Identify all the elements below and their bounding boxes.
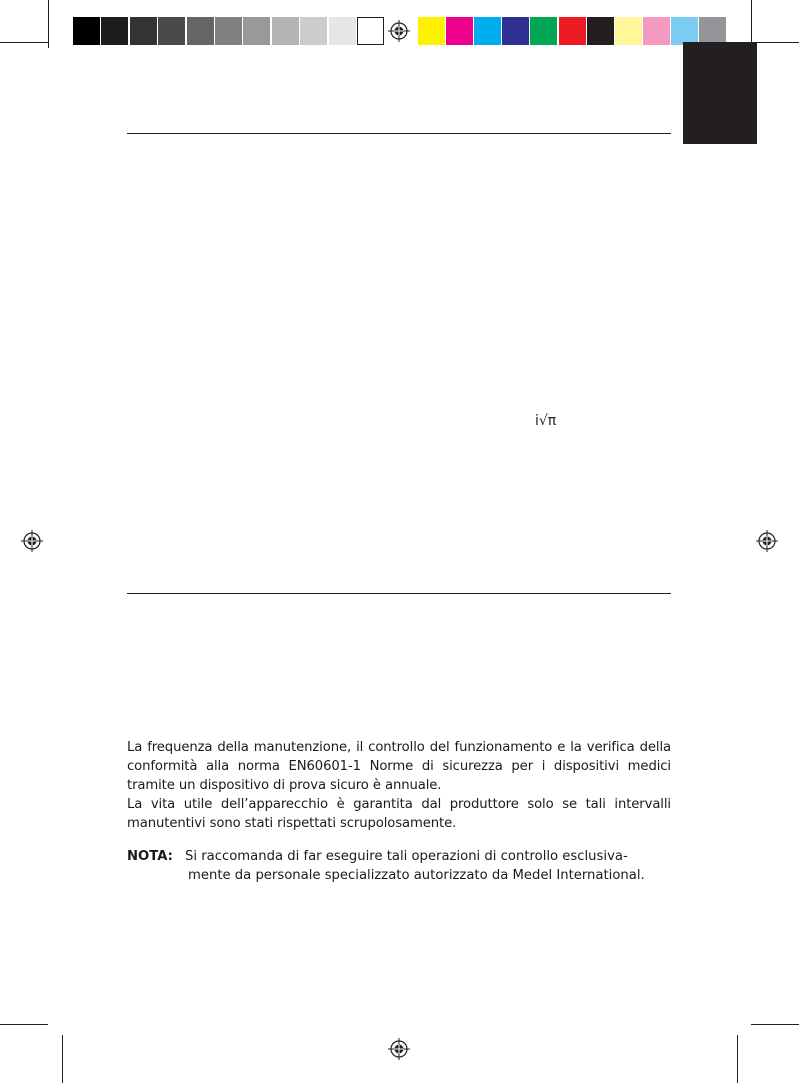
note-line-2: mente da personale specializzato autorizzato da Medel International.	[188, 868, 645, 883]
service-life-paragraph: La vita utile dell’apparecchio è garantita dal produttore solo se tali intervalli manutentivi sono stati rispettati scrupolosamente.	[127, 797, 671, 831]
note-text	[185, 847, 675, 885]
process-color-swatch	[418, 17, 445, 45]
note-line-1: Si raccomanda di far eseguire tali operazioni di controllo esclusiva-	[185, 849, 628, 864]
process-color-swatch	[671, 17, 698, 45]
crop-mark	[751, 42, 799, 43]
process-color-swatch	[446, 17, 473, 45]
process-color-swatch	[502, 17, 529, 45]
crop-mark	[751, 0, 752, 48]
process-color-swatch	[699, 17, 726, 45]
process-color-swatch	[615, 17, 642, 45]
crop-mark	[751, 1024, 799, 1025]
grayscale-swatch	[73, 17, 100, 45]
grayscale-swatch	[130, 17, 157, 45]
symbol-glyph: i√π	[535, 413, 557, 429]
registration-mark-icon	[756, 530, 778, 552]
grayscale-swatch	[101, 17, 128, 45]
grayscale-swatch	[272, 17, 299, 45]
process-color-swatch	[530, 17, 557, 45]
section-rule-top	[127, 133, 671, 134]
grayscale-swatch	[187, 17, 214, 45]
grayscale-swatch	[243, 17, 270, 45]
process-color-swatch	[587, 17, 614, 45]
grayscale-swatch	[357, 17, 384, 45]
grayscale-swatch	[158, 17, 185, 45]
maintenance-paragraph: La frequenza della manutenzione, il controllo del funzionamento e la verifica della conformità alla norma EN60601-1 Norme di sicurezza per i dispositivi medici tramite un dispositivo di prova sicuro è annuale.	[127, 740, 671, 793]
crop-mark	[48, 0, 49, 48]
registration-mark-icon	[388, 20, 410, 42]
process-color-swatch	[474, 17, 501, 45]
crop-mark	[0, 1024, 48, 1025]
grayscale-swatch	[329, 17, 356, 45]
registration-mark-icon	[388, 1038, 410, 1060]
grayscale-swatch	[300, 17, 327, 45]
process-color-swatch	[559, 17, 586, 45]
section-tab	[683, 42, 757, 144]
crop-mark	[737, 1035, 738, 1083]
process-color-swatch	[643, 17, 670, 45]
note-label: NOTA:	[127, 849, 173, 864]
section-rule-middle	[127, 593, 671, 594]
grayscale-swatch	[215, 17, 242, 45]
crop-mark	[62, 1035, 63, 1083]
crop-mark	[0, 42, 48, 43]
registration-mark-icon	[21, 530, 43, 552]
